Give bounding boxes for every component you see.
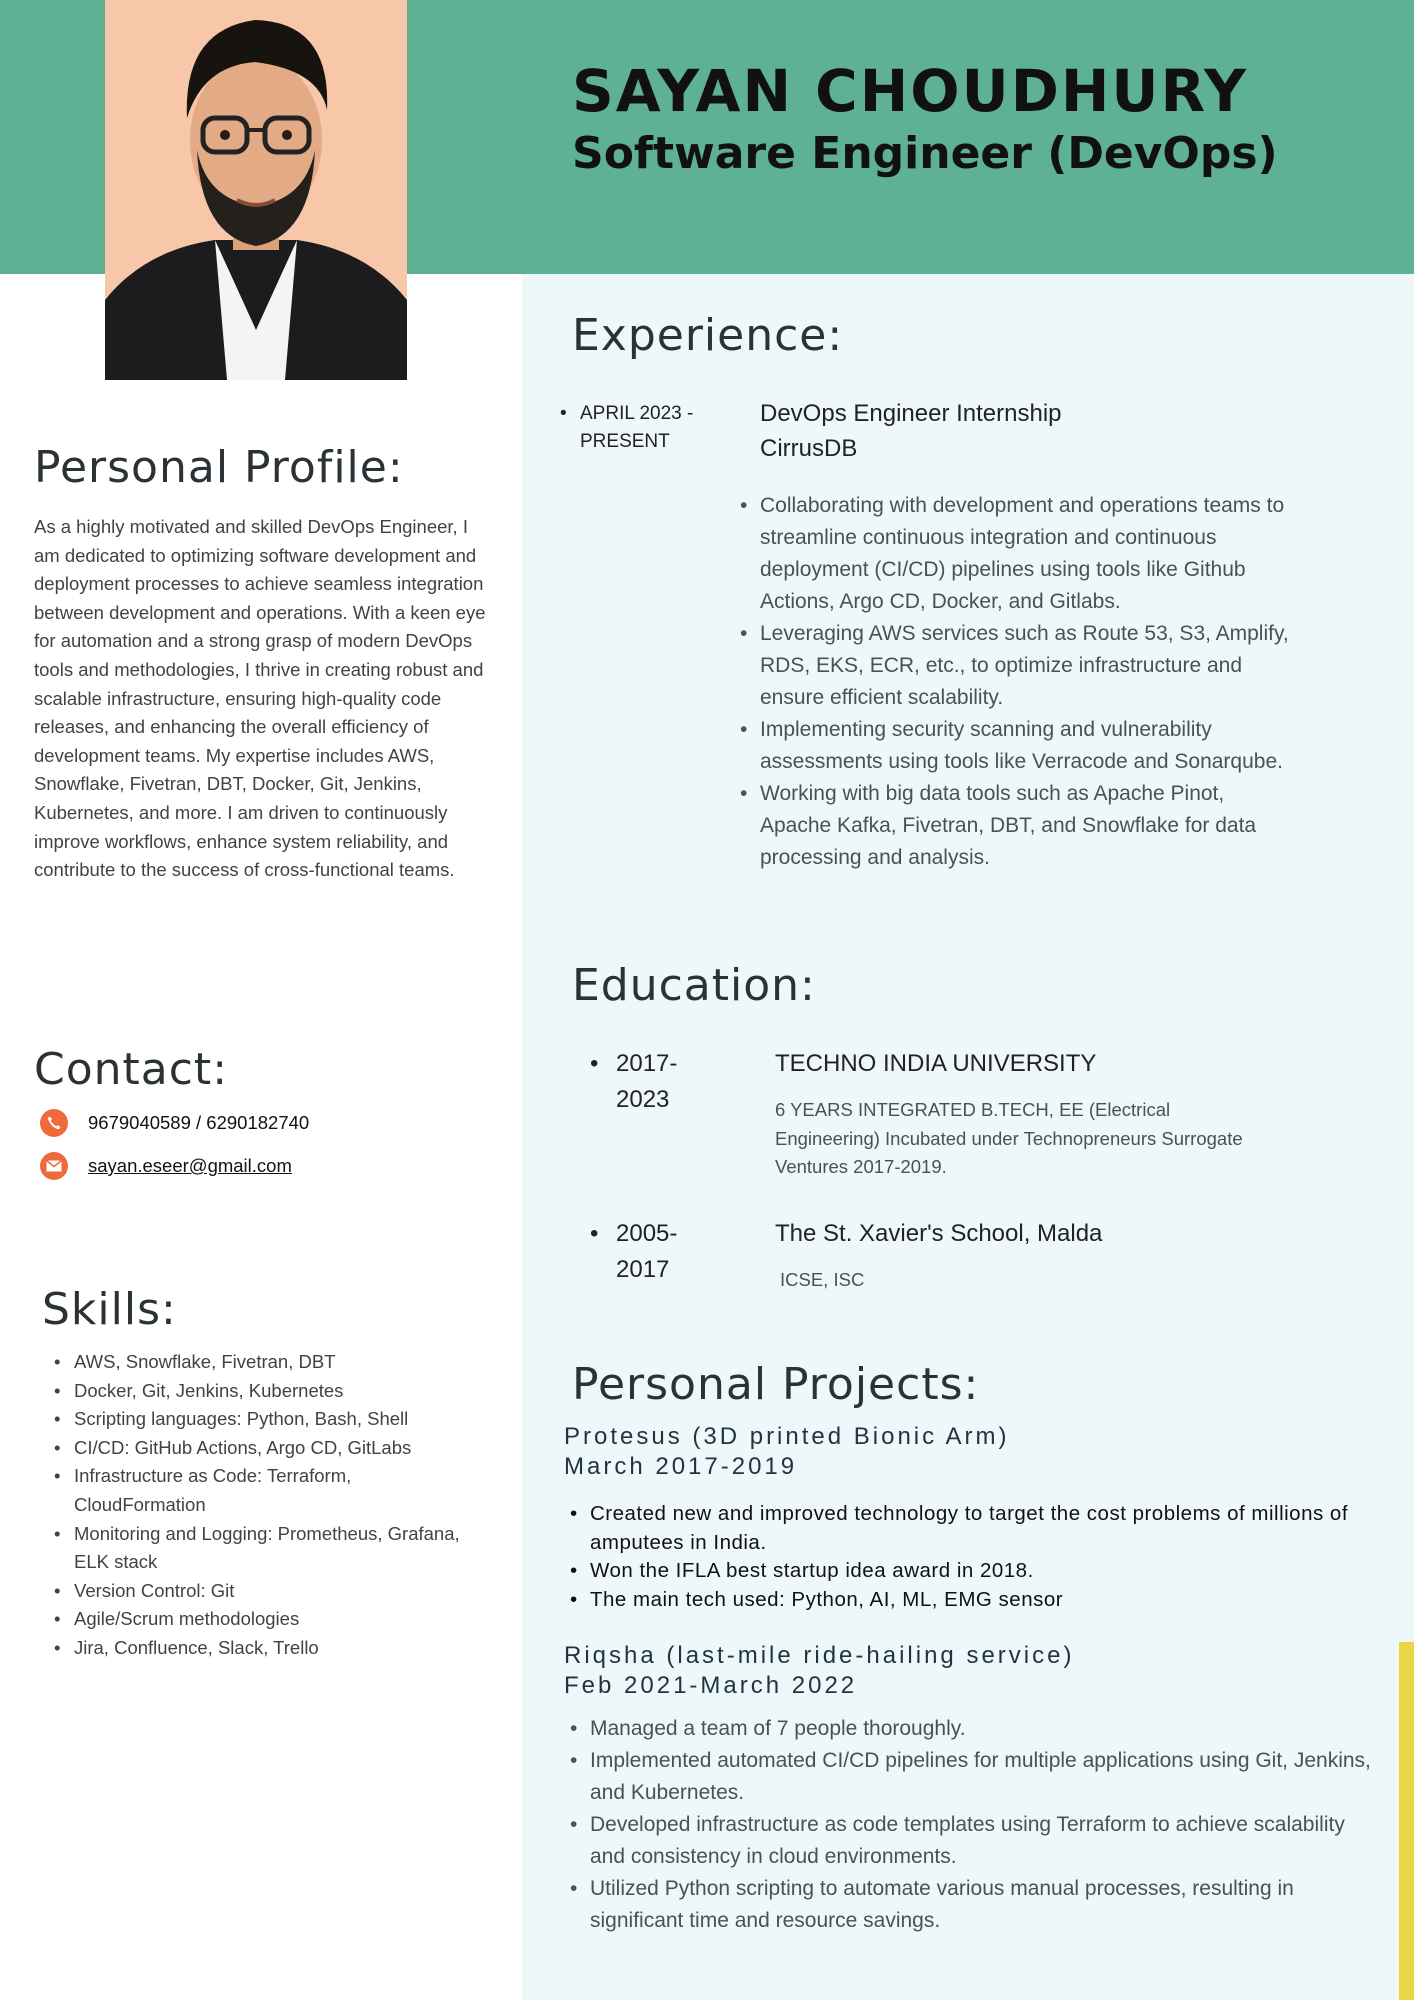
contact-heading: Contact: bbox=[34, 1044, 229, 1095]
skill-item: • CI/CD: GitHub Actions, Argo CD, GitLabs bbox=[48, 1434, 468, 1463]
project-bullet: • Won the IFLA best startup idea award in 2018. bbox=[564, 1557, 1374, 1586]
experience-bullets bbox=[734, 490, 1294, 874]
education-year-end: 2023 bbox=[616, 1086, 670, 1113]
project-title: Protesus (3D printed Bionic Arm) bbox=[564, 1423, 1010, 1450]
accent-strip bbox=[1399, 1642, 1414, 2000]
skill-item: • Docker, Git, Jenkins, Kubernetes bbox=[48, 1377, 468, 1406]
project-bullet: • Utilized Python scripting to automate various manual processes, resulting in significant time and resource savings. bbox=[564, 1873, 1384, 1937]
project-bullets bbox=[564, 1500, 1374, 1614]
skills-heading: Skills: bbox=[42, 1284, 177, 1335]
experience-bullet: • Implementing security scanning and vulnerability assessments using tools like Verracode and Sonarqube. bbox=[734, 714, 1294, 778]
experience-company: CirrusDB bbox=[760, 435, 858, 462]
project-bullet: • Created new and improved technology to target the cost problems of millions of amputees in India. bbox=[564, 1500, 1374, 1557]
education-detail: ICSE, ISC bbox=[780, 1269, 865, 1290]
job-title: Software Engineer (DevOps) bbox=[572, 128, 1278, 179]
education-school: The St. Xavier's School, Malda bbox=[775, 1220, 1103, 1247]
project-dates: Feb 2021-March 2022 bbox=[564, 1672, 858, 1699]
project-bullet: • Managed a team of 7 people thoroughly. bbox=[564, 1713, 1384, 1745]
projects-heading: Personal Projects: bbox=[572, 1359, 980, 1410]
education-heading: Education: bbox=[572, 960, 816, 1011]
skills-list bbox=[48, 1348, 468, 1663]
project-dates: March 2017-2019 bbox=[564, 1453, 798, 1480]
education-years bbox=[616, 1046, 696, 1118]
education-school: TECHNO INDIA UNIVERSITY bbox=[775, 1050, 1097, 1077]
experience-role: DevOps Engineer Internship bbox=[760, 400, 1062, 427]
experience-role-block bbox=[760, 396, 1062, 466]
experience-bullet: • Working with big data tools such as Apache Pinot, Apache Kafka, Fivetran, DBT, and Snowflake for data processing and analysis. bbox=[734, 778, 1294, 874]
experience-date-start: • APRIL 2023 - bbox=[580, 403, 694, 424]
skill-item: • Scripting languages: Python, Bash, Shell bbox=[48, 1405, 468, 1434]
project-bullets bbox=[564, 1713, 1384, 1937]
experience-bullet: • Leveraging AWS services such as Route 53, S3, Amplify, RDS, EKS, ECR, etc., to optimize infrastructure and ensure efficient scalability. bbox=[734, 618, 1294, 714]
experience-date-end: PRESENT bbox=[580, 431, 670, 452]
profile-heading: Personal Profile: bbox=[34, 442, 404, 493]
phone-icon bbox=[40, 1109, 68, 1137]
project-bullet: • Developed infrastructure as code templates using Terraform to achieve scalability and consistency in cloud environments. bbox=[564, 1809, 1384, 1873]
project-bullet: • Implemented automated CI/CD pipelines for multiple applications using Git, Jenkins, and Kubernetes. bbox=[564, 1745, 1384, 1809]
skill-item: • AWS, Snowflake, Fivetran, DBT bbox=[48, 1348, 468, 1377]
skill-item: • Monitoring and Logging: Prometheus, Grafana, ELK stack bbox=[48, 1520, 468, 1577]
skill-item: • Version Control: Git bbox=[48, 1577, 468, 1606]
education-detail: 6 YEARS INTEGRATED B.TECH, EE (Electrical Engineering) Incubated under Technopreneurs Surrogate Ventures 2017-2019. bbox=[775, 1099, 1243, 1177]
mail-icon bbox=[40, 1152, 68, 1180]
skill-item: • Jira, Confluence, Slack, Trello bbox=[48, 1634, 468, 1663]
profile-photo bbox=[105, 0, 407, 380]
experience-dates bbox=[580, 400, 693, 456]
project-bullet: • The main tech used: Python, AI, ML, EMG sensor bbox=[564, 1586, 1374, 1615]
email-link[interactable]: sayan.eseer@gmail.com bbox=[88, 1155, 292, 1176]
education-years bbox=[616, 1216, 696, 1288]
education-year-start: • 2017- bbox=[616, 1050, 678, 1077]
contact-email-row bbox=[40, 1152, 292, 1180]
experience-heading: Experience: bbox=[572, 310, 844, 361]
education-year-start: • 2005- bbox=[616, 1220, 678, 1247]
experience-bullet: • Collaborating with development and operations teams to streamline continuous integration and continuous deployment (CI/CD) pipelines using tools like Github Actions, Argo CD, Docker, and Gitlabs. bbox=[734, 490, 1294, 618]
education-year-end: 2017 bbox=[616, 1256, 670, 1283]
skill-item: • Infrastructure as Code: Terraform, CloudFormation bbox=[48, 1462, 468, 1519]
phone-number: 9679040589 / 6290182740 bbox=[88, 1112, 310, 1133]
profile-text: As a highly motivated and skilled DevOps Engineer, I am dedicated to optimizing software development and deployment processes to achieve seamless integration between development and operations. With a keen eye for automation and a strong grasp of modern DevOps tools and methodologies, I thrive in creating robust and scalable infrastructure, ensuring high-quality code releases, and enhancing the overall efficiency of development teams. My expertise includes AWS, Snowflake, Fivetran, DBT, Docker, Git, Jenkins, Kubernetes, and more. I am driven to continuously improve workflows, enhance system reliability, and contribute to the success of cross-functional teams. bbox=[34, 516, 486, 881]
project-title: Riqsha (last-mile ride-hailing service) bbox=[564, 1642, 1075, 1669]
skill-item: • Agile/Scrum methodologies bbox=[48, 1605, 468, 1634]
contact-phone-row bbox=[40, 1109, 309, 1137]
person-name: SAYAN CHOUDHURY bbox=[572, 57, 1248, 125]
